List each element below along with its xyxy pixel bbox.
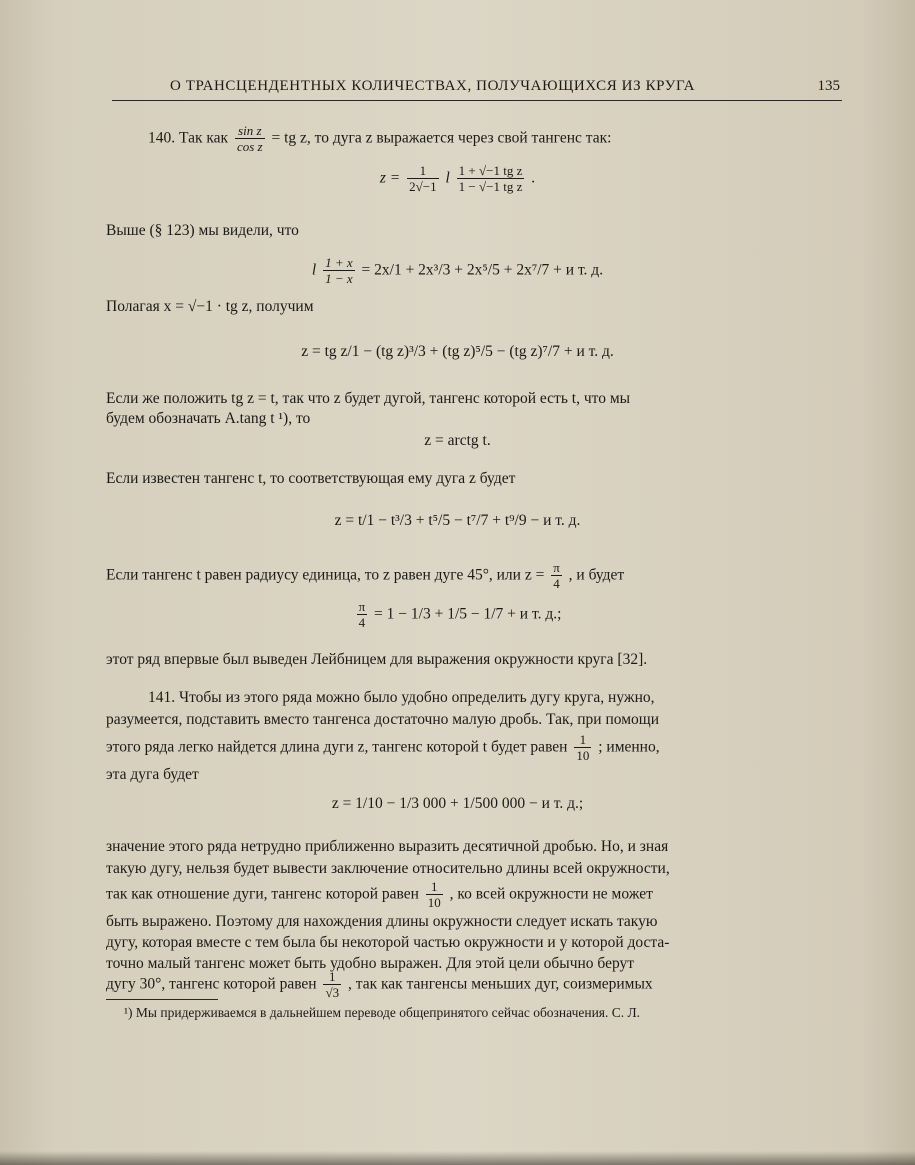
p141-line11: дугу 30°, тангенс которой равен $\frac{1}{√3}$ , так как тангенсы меньших дуг, соизмеримых <box>106 969 653 1000</box>
p141-line1: 141. Чтобы из этого ряда можно было удобно определить дугу круга, нужно, <box>148 689 655 706</box>
p140-line5: будем обозначать A.tang t ¹), то <box>106 410 311 427</box>
p141-line4: эта дуга будет <box>106 766 199 783</box>
page-edge-shadow <box>0 1151 915 1165</box>
p140-line3: Полагая x = √−1 · tg z, получим <box>106 298 314 315</box>
running-header <box>112 74 842 101</box>
equation-4: z = arctg t. <box>424 432 491 449</box>
p141-line8: быть выражено. Поэтому для нахождения длины окружности следует искать такую <box>106 913 658 930</box>
equation-5: z = t/1 − t³/3 + t⁵/5 − t⁷/7 + t⁹/9 − и т. д. <box>334 512 581 529</box>
p141-line3: этого ряда легко найдется длина дуги z, тангенс которой t будет равен $\frac{1}{10}$ ; именно, <box>106 732 660 763</box>
page-number: 135 <box>817 78 840 94</box>
equation-2: l $\frac{1 + x}{1 - x}$ = 2x/1 + 2x³/3 + 2x⁵/5 + 2x⁷/7 + и т. д. <box>311 255 604 286</box>
p141-line5: значение этого ряда нетрудно приближенно выразить десятичной дробью. Но, и зная <box>106 838 669 855</box>
p140-line6: Если известен тангенс t, то соответствующая ему дуга z будет <box>106 470 516 487</box>
footnote-rule <box>106 999 218 1000</box>
equation-3: z = tg z/1 − (tg z)³/3 + (tg z)⁵/5 − (tg z)⁷/7 + и т. д. <box>301 343 614 360</box>
p141-line6: такую дугу, нельзя будет вывести заключение относительно длины всей окружности, <box>106 860 670 877</box>
footnote: ¹) Мы придерживаемся в дальнейшем переводе общепринятого сейчас обозначения. С. Л. <box>124 1005 641 1020</box>
p140-line7: Если тангенс t равен радиусу единица, то z равен дуге 45°, или z = $\frac{\pi}{4}$ , и будет <box>106 560 625 591</box>
p141-line2: разумеется, подставить вместо тангенса достаточно малую дробь. Так, при помощи <box>106 711 660 728</box>
equation-7: z = 1/10 − 1/3 000 + 1/500 000 − и т. д.; <box>331 795 584 812</box>
p140-line4: Если же положить tg z = t, так что z будет дугой, тангенс которой есть t, что мы <box>106 390 631 407</box>
equation-6-leibniz: $\frac{\pi}{4}$ = 1 − 1/3 + 1/5 − 1/7 + и т. д.; <box>358 599 562 630</box>
p140-line8: этот ряд впервые был выведен Лейбницем для выражения окружности круга [32]. <box>106 651 648 668</box>
sin-cos-fraction: $\frac{\text{sin z}}{\text{cos z}}$ <box>236 123 263 154</box>
p141-line7: так как отношение дуги, тангенс которой равен $\frac{1}{10}$ , ко всей окружности не может <box>106 879 653 910</box>
p140-line1: 140. Так как $\frac{\text{sin z}}{\text{cos z}}$ = tg z, то дуга z выражается через свой тангенс так: <box>148 123 612 154</box>
p141-line10: точно малый тангенс может быть удобно выражен. Для этой цели обычно берут <box>106 955 635 972</box>
p141-line9: дугу, которая вместе с тем была бы некоторой частью окружности и у которой доста- <box>106 934 670 951</box>
header-title: О ТРАНСЦЕНДЕНТНЫХ КОЛИЧЕСТВАХ, ПОЛУЧАЮЩИХСЯ ИЗ КРУГА <box>170 78 696 94</box>
equation-1: z = $\frac{1}{2√-1}$ l $\frac{\text{1 + √−1 tg z}}{\text{1 − √−1 tg z}}$ . <box>379 163 536 194</box>
p140-line2: Выше (§ 123) мы видели, что <box>106 222 299 239</box>
